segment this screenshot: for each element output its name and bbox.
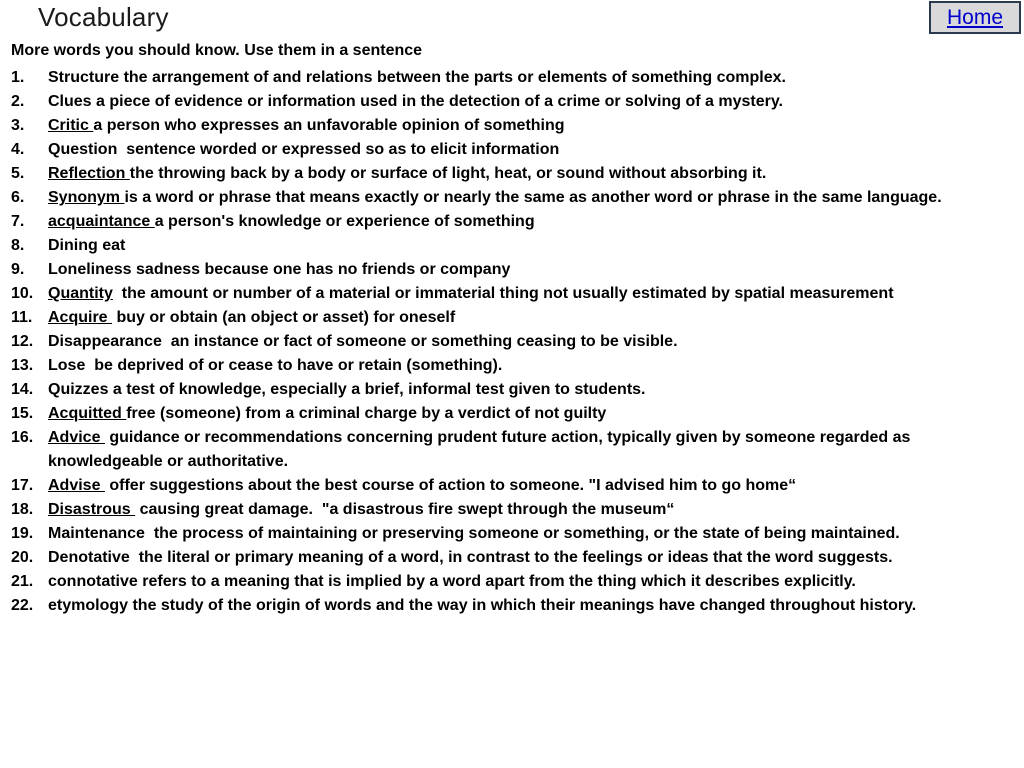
list-item	[11, 426, 996, 474]
vocabulary-term: Acquitted	[48, 405, 127, 422]
list-item	[11, 258, 996, 282]
list-item	[11, 234, 996, 258]
list-item-number: 21.	[11, 573, 34, 590]
vocabulary-term: Advice	[48, 429, 105, 446]
list-item-number: 4.	[11, 141, 25, 158]
list-item	[11, 114, 996, 138]
list-item	[11, 378, 996, 402]
list-item-number: 8.	[11, 237, 25, 254]
vocabulary-definition: is a word or phrase that means exactly or nearly the same as another word or phrase in the same language.	[124, 189, 942, 206]
home-link[interactable]: Home	[946, 5, 1004, 29]
vocabulary-definition: the amount or number of a material or immaterial thing not usually estimated by spatial measurement	[112, 285, 894, 302]
list-item-number: 16.	[11, 429, 34, 446]
list-item	[11, 90, 996, 114]
vocabulary-term: connotative	[48, 573, 138, 590]
vocabulary-term: acquaintance	[48, 213, 155, 230]
vocabulary-definition: eat	[97, 237, 126, 254]
vocabulary-definition: a test of knowledge, especially a brief, informal test given to students.	[108, 381, 646, 398]
vocabulary-term: etymology	[48, 597, 129, 614]
list-item-number: 7.	[11, 213, 25, 230]
list-item-number: 2.	[11, 93, 25, 110]
vocabulary-term: Maintenance	[48, 525, 145, 542]
vocabulary-definition: buy or obtain (an object or asset) for oneself	[112, 309, 456, 326]
list-item	[11, 570, 996, 594]
list-item	[11, 498, 996, 522]
list-item	[11, 546, 996, 570]
list-item-number: 22.	[11, 597, 34, 614]
vocabulary-definition: a person's knowledge or experience of something	[154, 213, 535, 230]
list-item-number: 3.	[11, 117, 25, 134]
vocabulary-definition: sadness because one has no friends or company	[131, 261, 511, 278]
vocabulary-definition: the study of the origin of words and the way in which their meanings have changed throughout history.	[128, 597, 917, 614]
list-item-number: 20.	[11, 549, 34, 566]
vocabulary-term: Reflection	[48, 165, 130, 182]
list-item-number: 15.	[11, 405, 34, 422]
vocabulary-definition: the literal or primary meaning of a word, in contrast to the feelings or ideas that the word suggests.	[129, 549, 893, 566]
list-item	[11, 522, 996, 546]
vocabulary-term: Disappearance	[48, 333, 162, 350]
list-item	[11, 282, 996, 306]
vocabulary-term: Quantity	[48, 285, 113, 302]
vocabulary-term: Denotative	[48, 549, 130, 566]
vocabulary-definition: sentence worded or expressed so as to elicit information	[117, 141, 560, 158]
vocabulary-definition: the process of maintaining or preserving someone or something, or the state of being maintained.	[144, 525, 900, 542]
list-item	[11, 66, 996, 90]
list-item	[11, 474, 996, 498]
vocabulary-term: Question	[48, 141, 118, 158]
list-item	[11, 402, 996, 426]
vocabulary-list	[11, 66, 996, 618]
list-item	[11, 306, 996, 330]
list-item-number: 14.	[11, 381, 34, 398]
vocabulary-definition: the arrangement of and relations between the parts or elements of something complex.	[119, 69, 786, 86]
vocabulary-term: Synonym	[48, 189, 125, 206]
list-item-number: 9.	[11, 261, 25, 278]
list-item	[11, 138, 996, 162]
intro-text: More words you should know. Use them in a sentence	[11, 42, 423, 59]
vocabulary-term: Advise	[48, 477, 105, 494]
vocabulary-definition: offer suggestions about the best course of action to someone. "I advised him to go home“	[104, 477, 797, 494]
vocabulary-term: Acquire	[48, 309, 113, 326]
vocabulary-definition: a piece of evidence or information used in the detection of a crime or solving of a mystery.	[91, 93, 783, 110]
list-item-number: 17.	[11, 477, 34, 494]
vocabulary-definition: the throwing back by a body or surface of light, heat, or sound without absorbing it.	[129, 165, 767, 182]
list-item	[11, 330, 996, 354]
vocabulary-definition: guidance or recommendations concerning prudent future action, typically given by someone regarded as knowledgeable or authoritative.	[48, 429, 915, 470]
list-item	[11, 594, 996, 618]
list-item	[11, 186, 996, 210]
list-item-number: 18.	[11, 501, 34, 518]
page-title: Vocabulary	[38, 2, 169, 32]
vocabulary-term: Quizzes	[48, 381, 109, 398]
list-item-number: 13.	[11, 357, 34, 374]
vocabulary-term: Loneliness	[48, 261, 132, 278]
home-button[interactable]	[929, 1, 1021, 34]
list-item-number: 6.	[11, 189, 25, 206]
vocabulary-term: Structure	[48, 69, 120, 86]
vocabulary-definition: causing great damage. "a disastrous fire swept through the museum“	[135, 501, 675, 518]
list-item-number: 11.	[11, 309, 33, 326]
list-item-number: 5.	[11, 165, 25, 182]
list-item-number: 1.	[11, 69, 25, 86]
vocabulary-definition: refers to a meaning that is implied by a word apart from the thing which it describes explicitly.	[137, 573, 856, 590]
list-item-number: 10.	[11, 285, 34, 302]
vocabulary-definition: be deprived of or cease to have or retain (something).	[85, 357, 503, 374]
vocabulary-definition: free (someone) from a criminal charge by a verdict of not guilty	[126, 405, 607, 422]
vocabulary-term: Disastrous	[48, 501, 136, 518]
list-item	[11, 162, 996, 186]
list-item-number: 12.	[11, 333, 34, 350]
list-item	[11, 354, 996, 378]
vocabulary-definition: an instance or fact of someone or something ceasing to be visible.	[161, 333, 678, 350]
vocabulary-term: Dining	[48, 237, 98, 254]
vocabulary-definition: a person who expresses an unfavorable opinion of something	[93, 117, 565, 134]
vocabulary-term: Critic	[48, 117, 94, 134]
list-item	[11, 210, 996, 234]
vocabulary-term: Lose	[48, 357, 86, 374]
list-item-number: 19.	[11, 525, 34, 542]
vocabulary-term: Clues	[48, 93, 92, 110]
